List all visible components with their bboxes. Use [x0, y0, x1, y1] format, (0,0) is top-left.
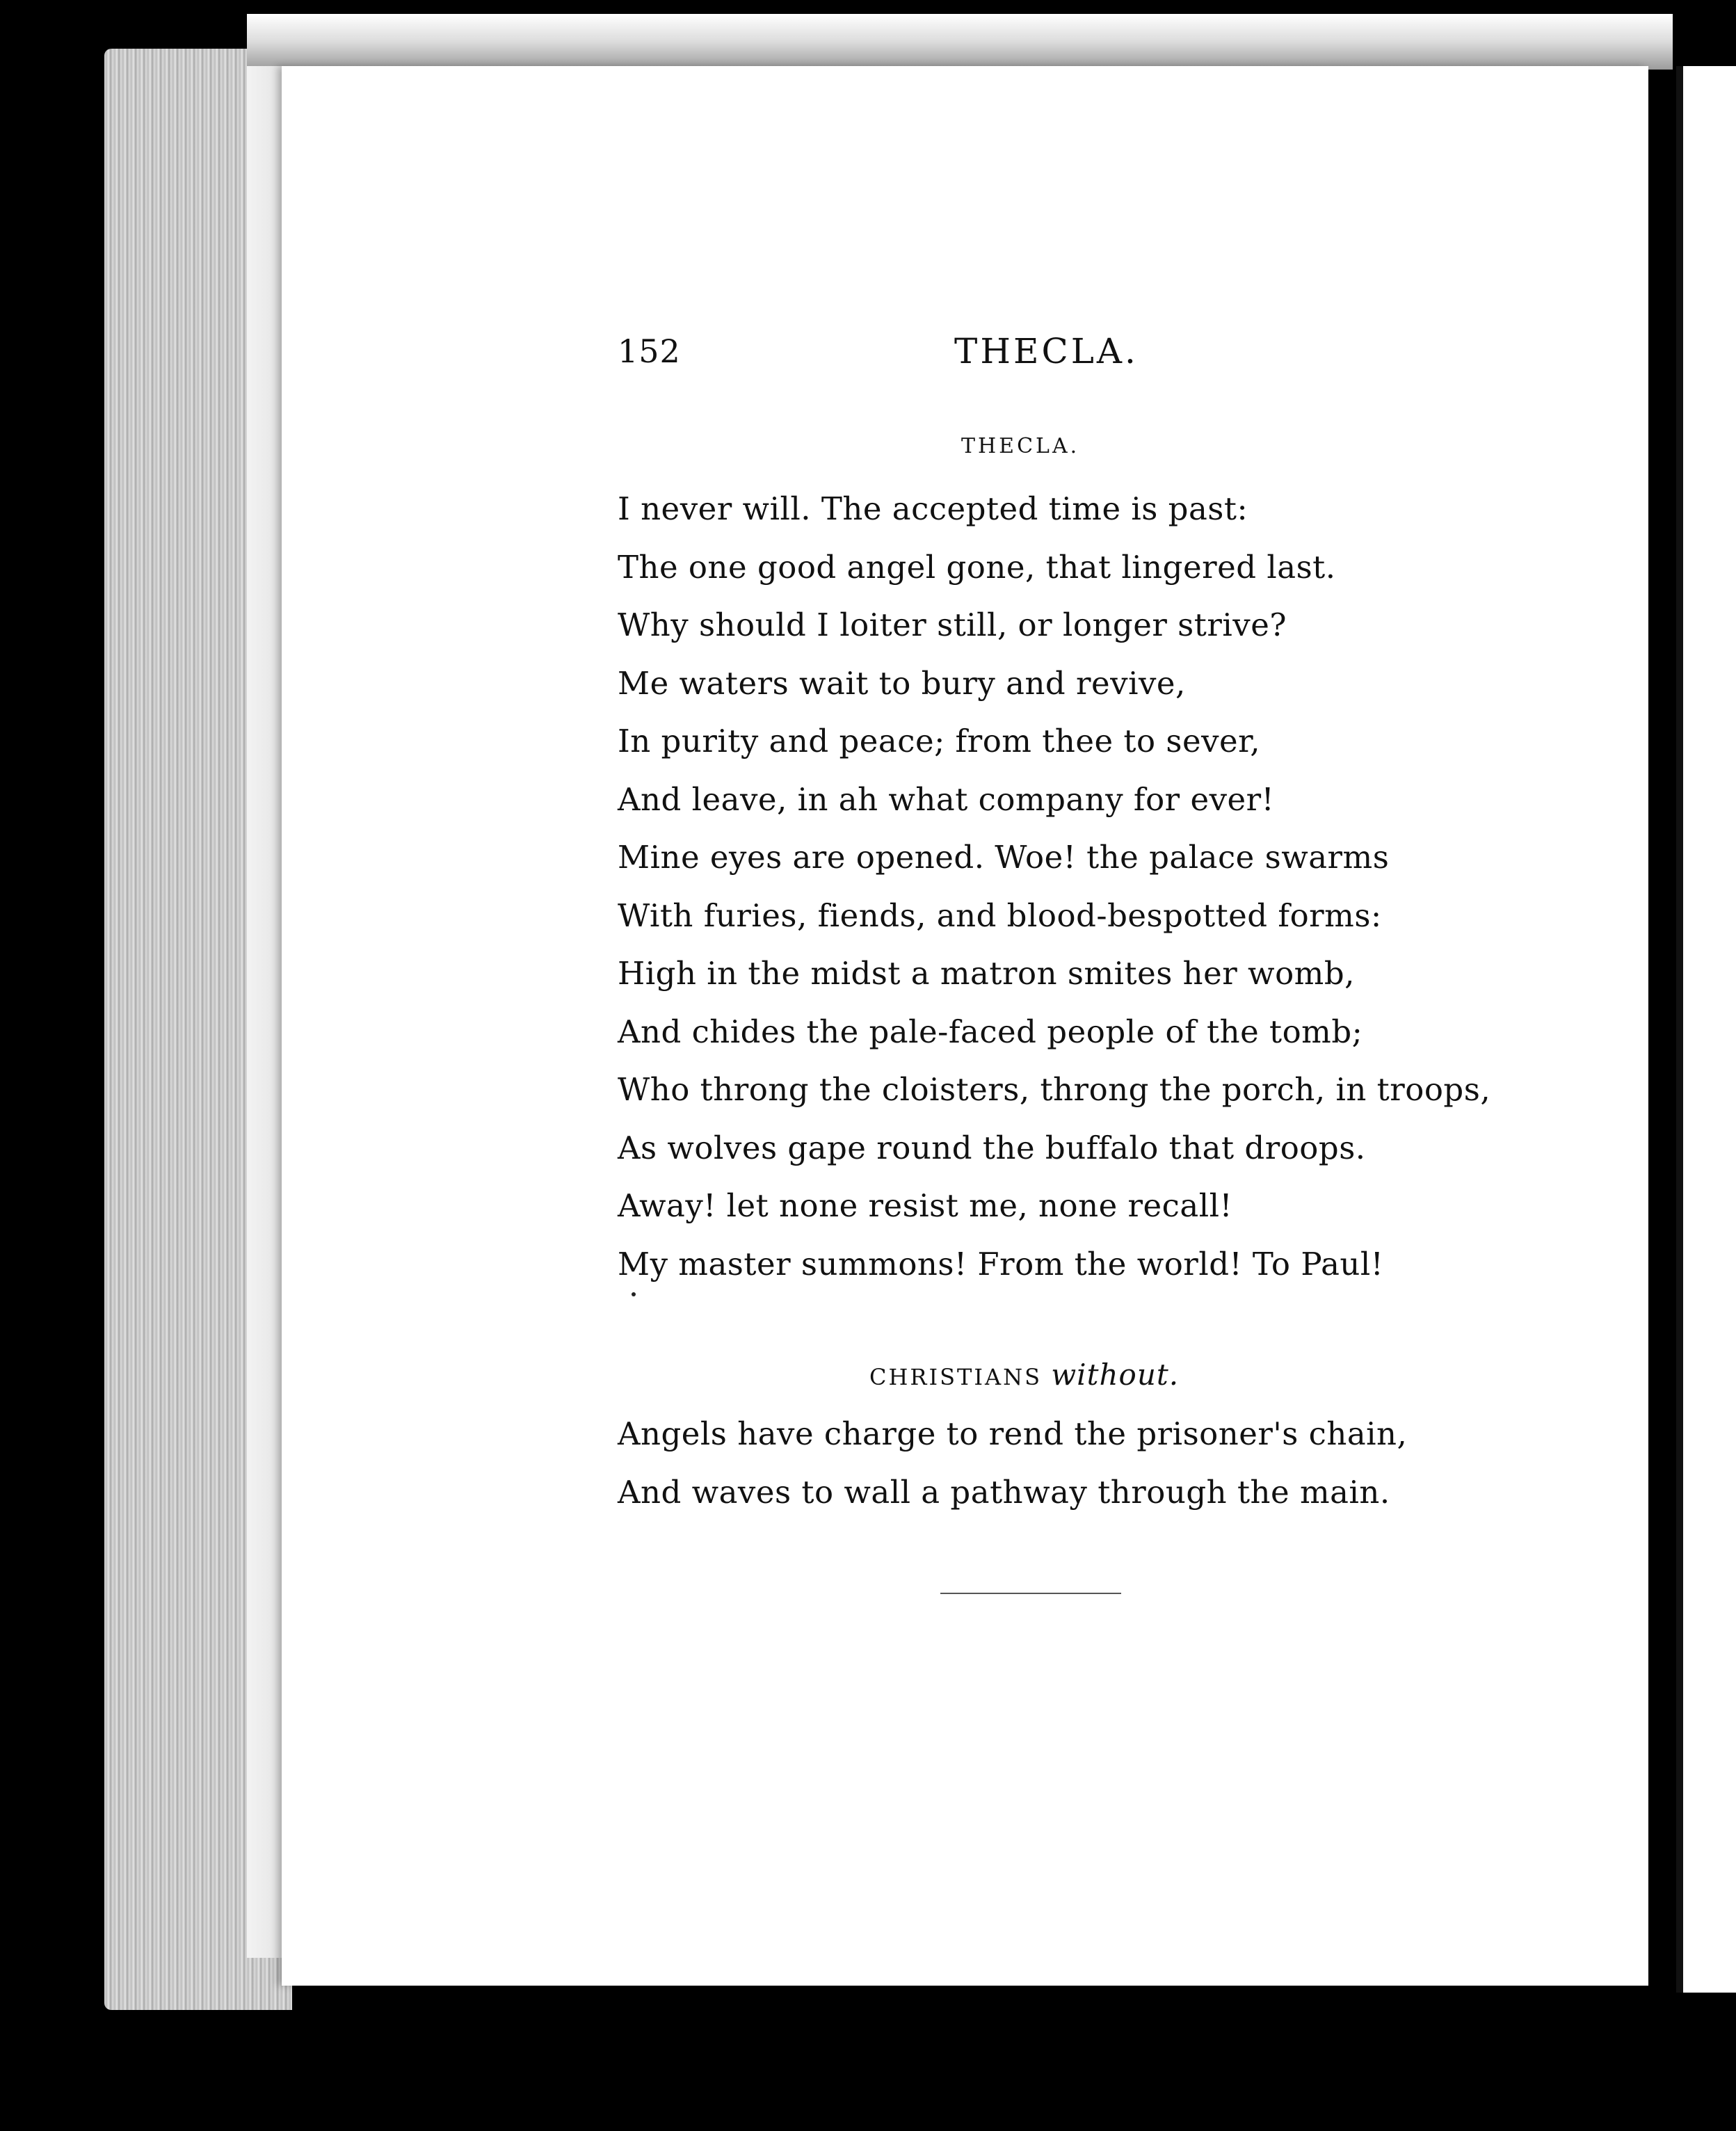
page-number: 152	[618, 332, 681, 370]
verse-line: Angels have charge to rend the prisoner's chain,	[618, 1415, 1408, 1452]
verse-line: And waves to wall a pathway through the main.	[618, 1473, 1390, 1511]
verse-line: I never will. The accepted time is past:	[618, 490, 1248, 527]
verse-line: With furies, fiends, and blood-bespotted forms:	[618, 896, 1382, 934]
section-heading-emphasis: without.	[1051, 1358, 1180, 1392]
verse-line: Who throng the cloisters, throng the porch, in troops,	[618, 1071, 1491, 1108]
section-heading-prefix: CHRISTIANS	[869, 1364, 1043, 1390]
verse-line: High in the midst a matron smites her womb,	[618, 955, 1355, 992]
verse-line: Mine eyes are opened. Woe! the palace swarms	[618, 839, 1390, 876]
book-top-edge	[247, 14, 1673, 70]
facing-page	[1676, 66, 1736, 1993]
verse-line: As wolves gape round the buffalo that droops.	[618, 1129, 1366, 1166]
section-heading	[869, 1358, 1179, 1392]
verse-line: The one good angel gone, that lingered last.	[618, 548, 1336, 586]
speaker-name: THECLA.	[961, 434, 1080, 458]
verse-line: Why should I loiter still, or longer strive?	[618, 606, 1287, 643]
verse-line: My master summons! From the world! To Paul!	[618, 1245, 1384, 1282]
section-divider	[940, 1593, 1121, 1594]
verse-line: In purity and peace; from thee to sever,	[618, 723, 1261, 759]
verse-line: And chides the pale-faced people of the tomb;	[618, 1013, 1363, 1050]
verse-block	[618, 480, 1490, 1293]
ink-speck	[632, 1292, 636, 1296]
verse-line: Me waters wait to bury and revive,	[618, 664, 1186, 702]
running-title: THECLA.	[954, 331, 1139, 371]
section-verse-block	[618, 1405, 1407, 1521]
verse-line: And leave, in ah what company for ever!	[618, 780, 1275, 818]
verse-line: Away! let none resist me, none recall!	[618, 1187, 1233, 1224]
